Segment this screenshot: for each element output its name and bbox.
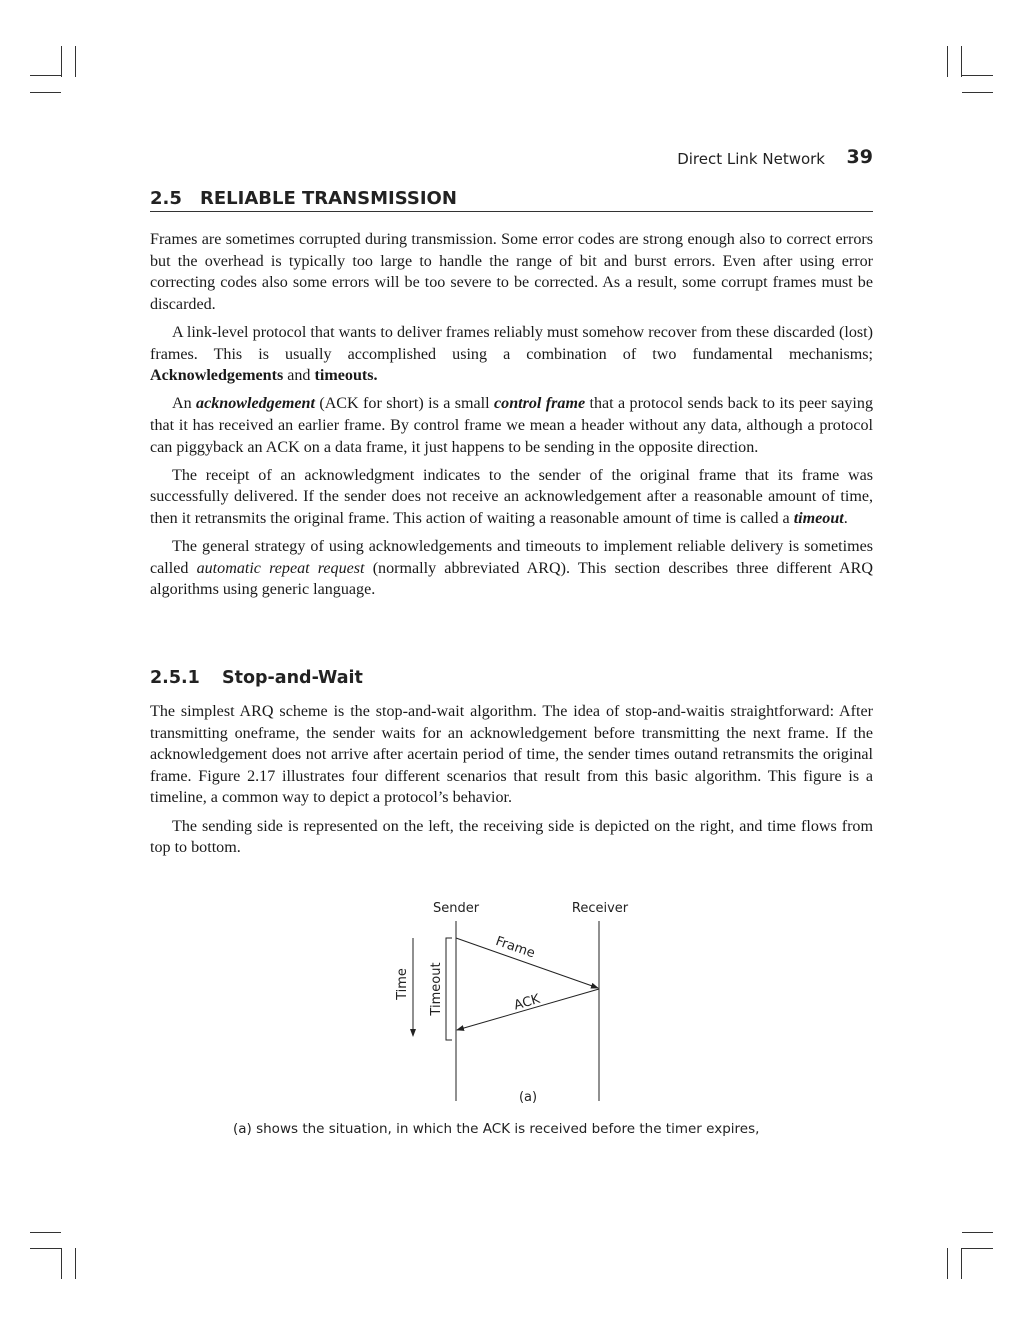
figure-caption: (a) shows the situation, in which the ACK is received before the timer expires,	[233, 1121, 760, 1137]
page-header	[150, 146, 873, 172]
receiver-label: Receiver	[571, 901, 629, 916]
section-number: 2.5	[150, 188, 182, 209]
emphasis-term: timeout	[793, 509, 844, 527]
bold-term: Acknowledgements	[150, 367, 284, 385]
emphasis-term: acknowledgement	[196, 395, 315, 413]
crop-mark	[947, 46, 948, 77]
crop-mark	[962, 92, 993, 93]
sender-label: Sender	[432, 901, 480, 916]
crop-mark	[75, 1248, 76, 1279]
paragraph-text: The receipt of an acknowledgment indicates to the sender of the original frame that its frame was successfully delivered. If the sender does not receive an acknowledgement after a reasonable amount of time, then it retransmits the original frame. This action of waiting a reasonable amount of time is called a	[150, 466, 873, 527]
bold-term: timeouts.	[314, 367, 378, 385]
subsection-body	[150, 701, 873, 865]
paragraph-text: and	[283, 367, 315, 385]
section-body	[150, 229, 873, 607]
frame-label: Frame	[493, 934, 537, 962]
crop-mark	[962, 1232, 993, 1233]
crop-mark	[961, 46, 962, 77]
section-heading	[150, 188, 873, 212]
paragraph	[150, 322, 873, 387]
timeline-figure	[380, 893, 650, 1113]
ack-label: ACK	[512, 991, 542, 1014]
paragraph	[150, 393, 873, 458]
subsection-heading	[150, 668, 363, 688]
crop-mark	[30, 1248, 61, 1249]
crop-mark	[61, 1248, 62, 1279]
page-number: 39	[846, 146, 873, 168]
subsection-title: Stop-and-Wait	[222, 668, 363, 688]
running-head: Direct Link Network	[677, 150, 825, 168]
paragraph-text: that a protocol sends back to its peer saying that it has received an earlier frame. By control frame we mean a header without any data, although a protocol can piggyback an ACK on a data frame, it just happens to be sending in the opposite direction.	[150, 395, 873, 456]
emphasis-term: automatic repeat request	[196, 559, 365, 577]
crop-mark	[61, 46, 62, 77]
timeout-bracket	[446, 938, 452, 1040]
crop-mark	[962, 75, 993, 76]
emphasis-term: control frame	[494, 395, 586, 413]
paragraph-text: .	[843, 509, 848, 527]
paragraph-text: (normally abbreviated ARQ). This section describes three different ARQ algorithms using generic language.	[150, 559, 873, 599]
crop-mark	[962, 1248, 993, 1249]
crop-mark	[947, 1248, 948, 1279]
paragraph-text: A link-level protocol that wants to deliver frames reliably must somehow recover from these discarded (lost) frames. This is usually accomplished using a combination of two fundamental mechanisms;	[150, 323, 873, 363]
paragraph: The simplest ARQ scheme is the stop-and-wait algorithm. The idea of stop-and-waitis straightforward: After transmitting oneframe, the sender waits for an acknowledgement before transmitting the next frame. If the acknowledgement does not arrive after acertain period of time, the sender times outand retransmits the original frame. Figure 2.17 illustrates four different scenarios that result from this basic algorithm. This figure is a timeline, a common way to depict a protocol’s behavior.	[150, 703, 873, 807]
paragraph: Frames are sometimes corrupted during transmission. Some error codes are strong enough also to correct errors but the overhead is typically too large to handle the range of bit and burst errors. Even after using error correcting codes also some errors will be too severe to be corrected. As a result, some corrupt frames must be discarded.	[150, 231, 873, 313]
paragraph-text: (ACK for short) is a small	[314, 395, 494, 413]
crop-mark	[30, 92, 61, 93]
paragraph	[150, 536, 873, 601]
section-title: RELIABLE TRANSMISSION	[200, 188, 457, 209]
time-label: Time	[395, 968, 410, 1000]
paragraph-text: The general strategy of using acknowledgements and timeouts to implement reliable delivery is sometimes called	[150, 538, 873, 577]
timeout-label: Timeout	[429, 962, 444, 1016]
crop-mark	[961, 1248, 962, 1279]
figure-sublabel: (a)	[518, 1090, 538, 1105]
paragraph	[150, 465, 873, 530]
crop-mark	[30, 1232, 61, 1233]
crop-mark	[75, 46, 76, 77]
subsection-number: 2.5.1	[150, 668, 200, 688]
paragraph-text: An	[172, 395, 197, 413]
crop-mark	[30, 75, 61, 76]
paragraph: The sending side is represented on the left, the receiving side is depicted on the right, and time flows from top to bottom.	[150, 817, 873, 857]
